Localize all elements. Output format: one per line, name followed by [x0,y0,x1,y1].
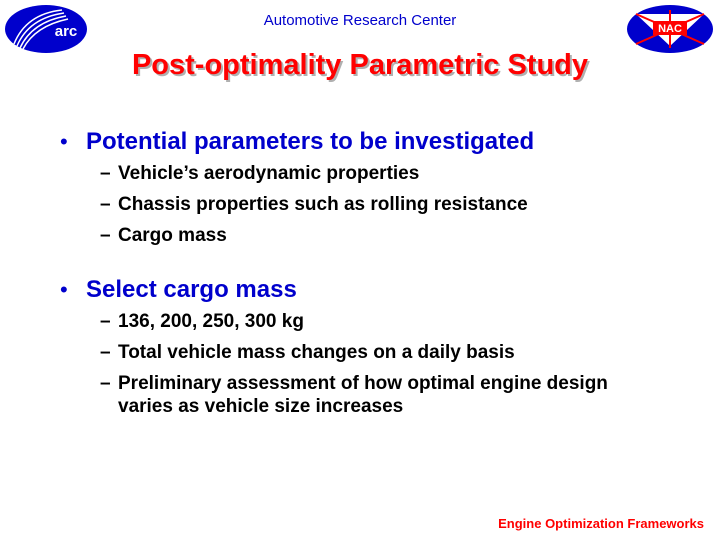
nac-logo [626,4,714,54]
footer-label: Engine Optimization Frameworks [498,516,704,531]
dash-icon: – [100,225,111,246]
dash-icon: – [100,342,111,363]
bullet-heading-row [60,276,680,304]
list-item: – Chassis properties such as rolling resistance [100,194,528,215]
dash-icon: – [100,194,111,215]
bullet-icon: • [60,277,68,302]
header-org: Automotive Research Center [263,12,457,29]
bullet-heading: Potential parameters to be investigated [86,128,535,155]
section-parameters [60,128,680,255]
bullet-icon: • [60,129,68,154]
dash-icon: – [100,163,111,184]
sub-list [60,310,680,418]
bullet-heading: Select cargo mass [86,276,297,303]
list-item: – 136, 200, 250, 300 kg [100,311,304,332]
list-item: – Preliminary assessment of how optimal engine design varies as vehicle size increases [100,373,608,417]
list-item: – Cargo mass [100,225,227,246]
slide-title: Post-optimality Parametric Study [131,49,589,81]
list-item: – Vehicle’s aerodynamic properties [100,163,420,184]
dash-icon: – [100,311,111,332]
sub-list [60,162,680,247]
arc-logo-text: arc [54,23,78,40]
bullet-heading-row [60,128,680,156]
list-item: – Total vehicle mass changes on a daily basis [100,342,515,363]
dash-icon: – [100,373,111,394]
section-cargo-mass [60,276,680,426]
nac-logo-text: NAC [658,23,682,35]
